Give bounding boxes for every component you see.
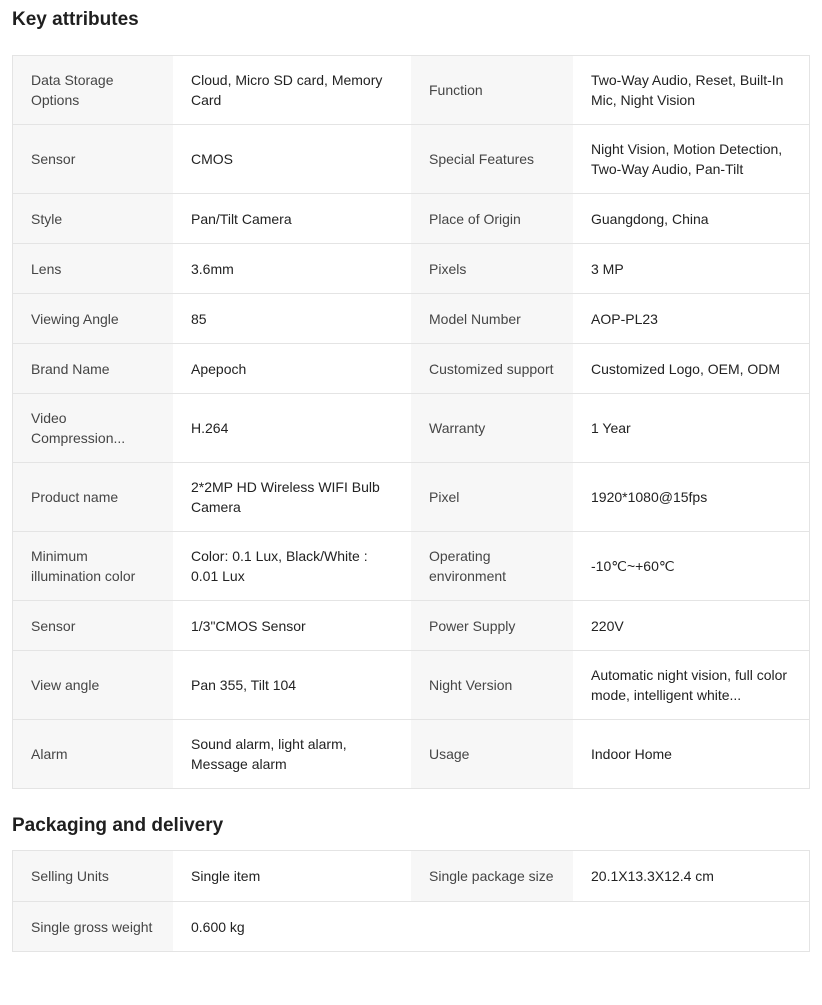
attribute-name: [13, 194, 173, 243]
attribute-value-text: Customized Logo, OEM, ODM: [591, 360, 781, 377]
attribute-value-text: Automatic night vision, full color mode, intelligent white...: [591, 667, 788, 703]
table-row: [13, 650, 809, 719]
attribute-name-text: Video Compression...: [31, 410, 126, 446]
attribute-value-text: 1920*1080@15fps: [591, 489, 708, 505]
attribute-value: [173, 651, 411, 719]
attribute-value: [573, 532, 809, 600]
attribute-name: [13, 294, 173, 343]
attribute-value: [173, 463, 411, 531]
attribute-value: [173, 902, 411, 951]
attribute-value-text: Night Vision, Motion Detection, Two-Way Audio, Pan-Tilt: [591, 141, 783, 177]
attribute-name-text: Lens: [31, 260, 62, 277]
attribute-value: [573, 125, 809, 193]
attribute-name-text: Viewing Angle: [31, 310, 119, 327]
attribute-value-text: 3 MP: [591, 260, 624, 277]
attribute-name-text: Night Version: [429, 677, 513, 693]
attribute-value-text: Pan/Tilt Camera: [191, 210, 292, 227]
attribute-value: [173, 56, 411, 124]
attribute-value-text: 1/3"CMOS Sensor: [191, 617, 306, 634]
attribute-value: [573, 720, 809, 788]
attribute-value: [573, 601, 809, 650]
attribute-value-text: 2*2MP HD Wireless WIFI Bulb Camera: [191, 479, 380, 515]
attribute-name-text: Usage: [429, 746, 470, 762]
attribute-name: [411, 194, 573, 243]
attribute-name: [411, 56, 573, 124]
attribute-value: [173, 344, 411, 393]
attribute-name-text: View angle: [31, 677, 100, 693]
table-row: [13, 600, 809, 650]
attribute-value-text: Apepoch: [191, 360, 247, 377]
attribute-name: [411, 651, 573, 719]
attribute-name-text: Function: [429, 82, 483, 98]
attribute-name: [411, 294, 573, 343]
attribute-value-text: AOP-PL23: [591, 310, 658, 327]
attribute-value-text: Sound alarm, light alarm, Message alarm: [191, 736, 347, 772]
attribute-name-text: Style: [31, 210, 63, 227]
attribute-name-text: Data Storage Options: [31, 72, 114, 108]
attribute-value-text: Cloud, Micro SD card, Memory Card: [191, 72, 383, 108]
table-row: [13, 56, 809, 124]
attribute-value-text: 220V: [591, 617, 624, 634]
attribute-name: [13, 344, 173, 393]
attribute-value: [173, 244, 411, 293]
attribute-name: [411, 463, 573, 531]
attribute-name-text: Single package size: [429, 868, 554, 884]
attribute-name-text: Minimum illumination color: [31, 548, 136, 584]
key-attributes-section-title: Key attributes: [12, 9, 139, 30]
table-row: [13, 243, 809, 293]
attribute-value-text: CMOS: [191, 151, 233, 167]
table-row: [13, 851, 809, 901]
attribute-value: [173, 294, 411, 343]
attribute-value: [573, 194, 809, 243]
attribute-value-text: Two-Way Audio, Reset, Built-In Mic, Night Vision: [591, 72, 784, 108]
attribute-name: [13, 125, 173, 193]
table-row: [13, 901, 809, 951]
table-row: [13, 393, 809, 462]
attribute-value-text: 1 Year: [591, 420, 631, 436]
attribute-value-text: 3.6mm: [191, 260, 234, 277]
attribute-value-text: Color: 0.1 Lux, Black/White : 0.01 Lux: [191, 548, 368, 584]
attribute-value-text: H.264: [191, 420, 229, 436]
attribute-value: [173, 125, 411, 193]
attribute-name-text: Pixel: [429, 489, 460, 505]
attribute-value: [573, 394, 809, 462]
packaging-delivery-table: [12, 850, 810, 952]
attribute-value-text: 20.1X13.3X12.4 cm: [591, 868, 714, 884]
attribute-name: [13, 651, 173, 719]
table-row: [13, 343, 809, 393]
attribute-name: [13, 463, 173, 531]
product-specs-page: [0, 9, 822, 960]
attribute-value-text: Indoor Home: [591, 746, 672, 762]
attribute-value: [173, 194, 411, 243]
attribute-name-text: Customized support: [429, 360, 554, 377]
attribute-name-text: Special Features: [429, 151, 535, 167]
attribute-value-text: -10℃~+60℃: [591, 558, 675, 574]
attribute-value: [573, 851, 809, 901]
attribute-value: [573, 344, 809, 393]
attribute-name: [13, 244, 173, 293]
table-row: [13, 193, 809, 243]
attribute-value: [573, 244, 809, 293]
attribute-name-text: Place of Origin: [429, 210, 521, 227]
attribute-value: [173, 394, 411, 462]
attribute-name: [411, 344, 573, 393]
attribute-name: [411, 532, 573, 600]
attribute-value-text: Single item: [191, 868, 261, 884]
attribute-value: [173, 601, 411, 650]
attribute-name-text: Product name: [31, 489, 119, 505]
attribute-name-text: Operating environment: [429, 548, 507, 584]
attribute-name-text: Sensor: [31, 151, 76, 167]
table-row: [13, 293, 809, 343]
attribute-name: [13, 851, 173, 901]
attribute-name-text: Pixels: [429, 260, 467, 277]
attribute-value-text: 0.600 kg: [191, 918, 245, 935]
attribute-value: [573, 463, 809, 531]
attribute-value: [573, 651, 809, 719]
attribute-name-text: Selling Units: [31, 868, 109, 884]
attribute-name: [411, 851, 573, 901]
attribute-name: [13, 56, 173, 124]
attribute-name: [13, 394, 173, 462]
attribute-value: [573, 294, 809, 343]
attribute-name-text: Single gross weight: [31, 918, 153, 935]
attribute-name-text: Brand Name: [31, 360, 110, 377]
attribute-value: [173, 851, 411, 901]
attribute-value-text: Pan 355, Tilt 104: [191, 677, 297, 693]
attribute-name-text: Sensor: [31, 617, 76, 634]
table-row: [13, 719, 809, 788]
attribute-name-text: Power Supply: [429, 617, 516, 634]
attribute-value-text: Guangdong, China: [591, 210, 709, 227]
attribute-value: [173, 532, 411, 600]
attribute-name: [411, 720, 573, 788]
attribute-name: [13, 720, 173, 788]
attribute-name-text: Model Number: [429, 310, 521, 327]
attribute-name: [13, 601, 173, 650]
attribute-name: [411, 244, 573, 293]
packaging-delivery-section-title: Packaging and delivery: [12, 815, 224, 836]
table-row: [13, 462, 809, 531]
attribute-name-text: Alarm: [31, 746, 68, 762]
attribute-name-text: Warranty: [429, 420, 486, 436]
attribute-value-text: 85: [191, 310, 207, 327]
attribute-name: [13, 902, 173, 951]
table-row: [13, 124, 809, 193]
attribute-name: [13, 532, 173, 600]
attribute-name: [411, 125, 573, 193]
attribute-value: [573, 56, 809, 124]
attribute-name: [411, 601, 573, 650]
key-attributes-table: [12, 55, 810, 789]
table-row: [13, 531, 809, 600]
attribute-value: [173, 720, 411, 788]
attribute-name: [411, 394, 573, 462]
